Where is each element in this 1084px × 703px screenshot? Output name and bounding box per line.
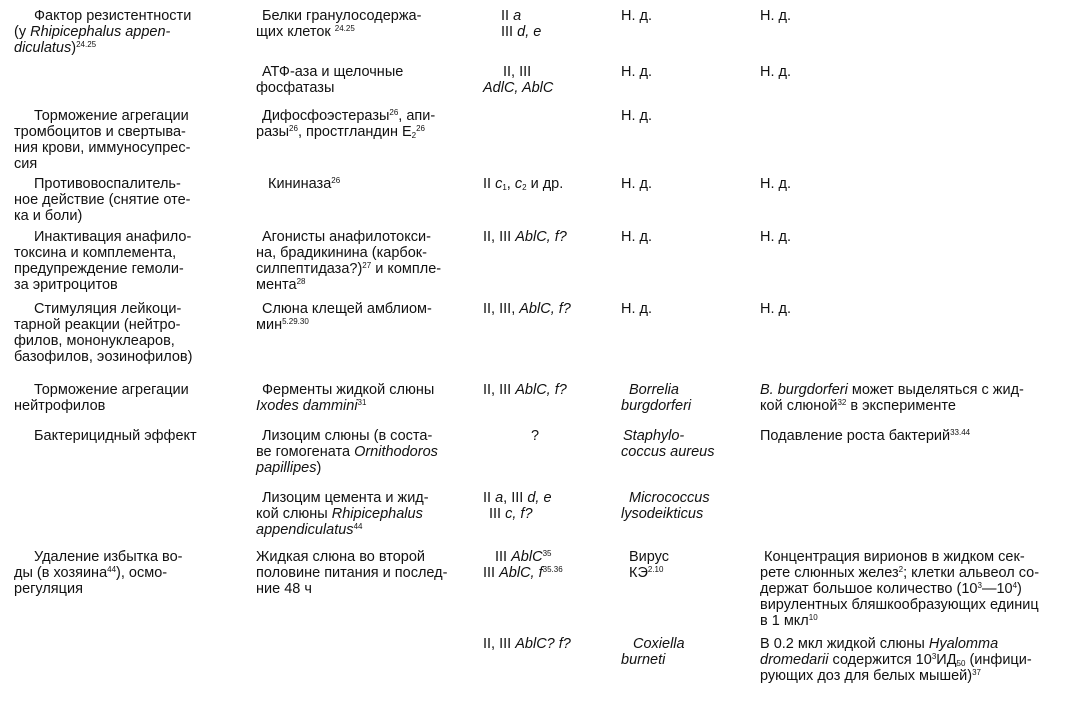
line: ве гомогената Ornithodoros [256, 444, 438, 460]
line: Жидкая слюна во второй [256, 549, 426, 565]
line: тарной реакции (нейтро- [14, 317, 181, 333]
line: Staphylo- [623, 428, 685, 444]
cell-source-saliva-lysozyme [256, 428, 468, 476]
line: B. burgdorferi может выделяться с жид- [760, 382, 1024, 398]
line: на, брадикинина (карбок- [256, 245, 427, 261]
line: Лизоцим цемента и жид- [262, 490, 429, 506]
line: базофилов, эозинофилов) [14, 349, 193, 365]
cell-note-r10 [760, 549, 1078, 629]
line: держат большое количество $(10^3—10^4)$ [760, 581, 1022, 597]
cell-cells-r10 [483, 549, 603, 581]
line: lysodeikticus [621, 506, 704, 522]
cell-mechanism-platelet-inhibition [14, 108, 226, 172]
cell-cells-r4: II $c_1$, $c_2$ и др. [483, 176, 564, 192]
cell-cells-r9 [483, 490, 603, 522]
line: (у Rhipicephalus appen- [14, 24, 171, 40]
cell-pathogen-staphylococcus [621, 428, 746, 460]
line: Удаление избытка во- [34, 549, 183, 565]
cell-cells-r7: II, III AblC, f? [483, 382, 567, 398]
cell-pathogen-borrelia [621, 382, 746, 414]
line: coccus aureus [621, 444, 715, 460]
line: Coxiella [633, 636, 685, 652]
line: АТФ-аза и щелочные [262, 64, 404, 80]
line: Инактивация анафило- [34, 229, 192, 245]
cell-mechanism-neutrophil-inhibition [14, 382, 226, 414]
line: разы$^{26}$, простгландин $E_2^{26}$ [256, 124, 426, 140]
line: AdlC, AblC [483, 80, 554, 96]
cell-pathogen-r2: Н. д. [621, 64, 653, 80]
line: предупреждение гемоли- [14, 261, 184, 277]
cell-mechanism-water-removal [14, 549, 226, 597]
cell-pathogen-r6: Н. д. [621, 301, 653, 317]
line: Агонисты анафилотокси- [262, 229, 431, 245]
line: ния крови, иммуносупрес- [14, 140, 191, 156]
cell-mechanism-anaphylatoxin [14, 229, 226, 293]
line: токсина и комплемента, [14, 245, 177, 261]
line: III c, f? [489, 506, 533, 522]
line: dromedarii содержится $10^3ИД_{50}$ (инфици- [760, 652, 1032, 668]
line: $КЭ^{2.10}$ [629, 565, 664, 581]
cell-cells-r5: II, III AblC, f? [483, 229, 567, 245]
line: Ixodes dammini$^{31}$ [256, 398, 367, 414]
line: II, III [503, 64, 532, 80]
line: II a [501, 8, 522, 24]
line: burgdorferi [621, 398, 692, 414]
cell-mechanism-resistance-factor [14, 8, 226, 56]
line: Лизоцим слюны (в соста- [262, 428, 433, 444]
cell-note-r11 [760, 636, 1078, 684]
line: III AblC$^{35}$ [495, 549, 552, 565]
cell-pathogen-r3: Н. д. [621, 108, 653, 124]
line: ние 48 ч [256, 581, 312, 597]
line: ды (в хозяина$^{44}$), осмо- [14, 565, 168, 581]
line: ное действие (снятие оте- [14, 192, 191, 208]
line: рующих доз для белых мышей)$^{37}$ [760, 668, 981, 684]
line: Торможение агрегации [34, 382, 189, 398]
cell-source-diphosphoesterases [256, 108, 468, 140]
line: мента$^{28}$ [256, 277, 306, 293]
line: Вирус [629, 549, 670, 565]
line: Концентрация вирионов в жидком сек- [764, 549, 1025, 565]
cell-cells-r2 [483, 64, 603, 96]
cell-note-r2: Н. д. [760, 64, 792, 80]
line: papillipes) [256, 460, 322, 476]
cell-pathogen-r5: Н. д. [621, 229, 653, 245]
line: Micrococcus [629, 490, 710, 506]
cell-note-r8: Подавление роста бактерий$^{33.44}$ [760, 428, 971, 444]
line: нейтрофилов [14, 398, 106, 414]
cell-note-r4: Н. д. [760, 176, 792, 192]
line: щих клеток $^{24.25}$ [256, 24, 355, 40]
cell-source-agonists [256, 229, 468, 293]
line: силпептидаза?)$^{27}$ и компле- [256, 261, 442, 277]
cell-source-granule-proteins [256, 8, 468, 40]
line: кой слюной$^{32}$ в эксперименте [760, 398, 956, 414]
cell-source-amblyomma-saliva [256, 301, 468, 333]
line: филов, мононуклеаров, [14, 333, 175, 349]
line: Слюна клещей амблиом- [262, 301, 432, 317]
line: Белки гранулосодержа- [262, 8, 422, 24]
line: diculatus)$^{24.25}$ [14, 40, 97, 56]
cell-note-r1: Н. д. [760, 8, 792, 24]
line: III AblC, $f^{35.36}$ [483, 565, 563, 581]
line: Дифосфоэстеразы$^{26}$, апи- [262, 108, 436, 124]
line: В 0.2 мкл жидкой слюны Hyalomma [760, 636, 999, 652]
cell-source-cement-lysozyme [256, 490, 468, 538]
cell-pathogen-r1: Н. д. [621, 8, 653, 24]
line: мин$^{5.29.30}$ [256, 317, 309, 333]
line: половине питания и послед- [256, 565, 448, 581]
line: II a, III d, e [483, 490, 552, 506]
cell-note-r5: Н. д. [760, 229, 792, 245]
cell-mechanism-anti-inflammatory [14, 176, 226, 224]
line: сия [14, 156, 38, 172]
line: appendiculatus$^{44}$ [256, 522, 363, 538]
line: III d, e [501, 24, 542, 40]
cell-pathogen-coxiella [621, 636, 746, 668]
line: Фактор резистентности [34, 8, 192, 24]
cell-mechanism-bactericidal: Бактерицидный эффект [34, 428, 197, 444]
line: Borrelia [629, 382, 679, 398]
cell-pathogen-r4: Н. д. [621, 176, 653, 192]
line: burneti [621, 652, 666, 668]
line: тромбоцитов и свертыва- [14, 124, 186, 140]
line: за эритроцитов [14, 277, 118, 293]
cell-cells-r11: II, III AblC? f? [483, 636, 571, 652]
line: в 1 мкл$^{10}$ [760, 613, 818, 629]
cell-source-kininase: Кининаза$^{26}$ [268, 176, 341, 192]
cell-pathogen-micrococcus [621, 490, 746, 522]
line: Стимуляция лейкоци- [34, 301, 182, 317]
cell-source-liquid-saliva-enzymes [256, 382, 468, 414]
cell-note-r7 [760, 382, 1078, 414]
line: регуляция [14, 581, 83, 597]
cell-cells-r8: ? [531, 428, 540, 444]
line: ка и боли) [14, 208, 83, 224]
line: Ферменты жидкой слюны [262, 382, 435, 398]
cell-cells-r6: II, III, AblC, f? [483, 301, 571, 317]
cell-note-r6: Н. д. [760, 301, 792, 317]
cell-pathogen-tbe-virus [621, 549, 746, 581]
line: вирулентных бляшкообразующих единиц [760, 597, 1039, 613]
cell-source-liquid-saliva [256, 549, 468, 597]
line: кой слюны Rhipicephalus [256, 506, 423, 522]
line: Противовоспалитель- [34, 176, 181, 192]
line: Торможение агрегации [34, 108, 189, 124]
cell-cells-r1 [483, 8, 621, 40]
cell-mechanism-leukocyte-stimulation [14, 301, 226, 365]
line: рете слюнных желез$^2$; клетки альвеол со- [760, 565, 1040, 581]
line: фосфатазы [256, 80, 335, 96]
cell-source-atpase [256, 64, 468, 96]
